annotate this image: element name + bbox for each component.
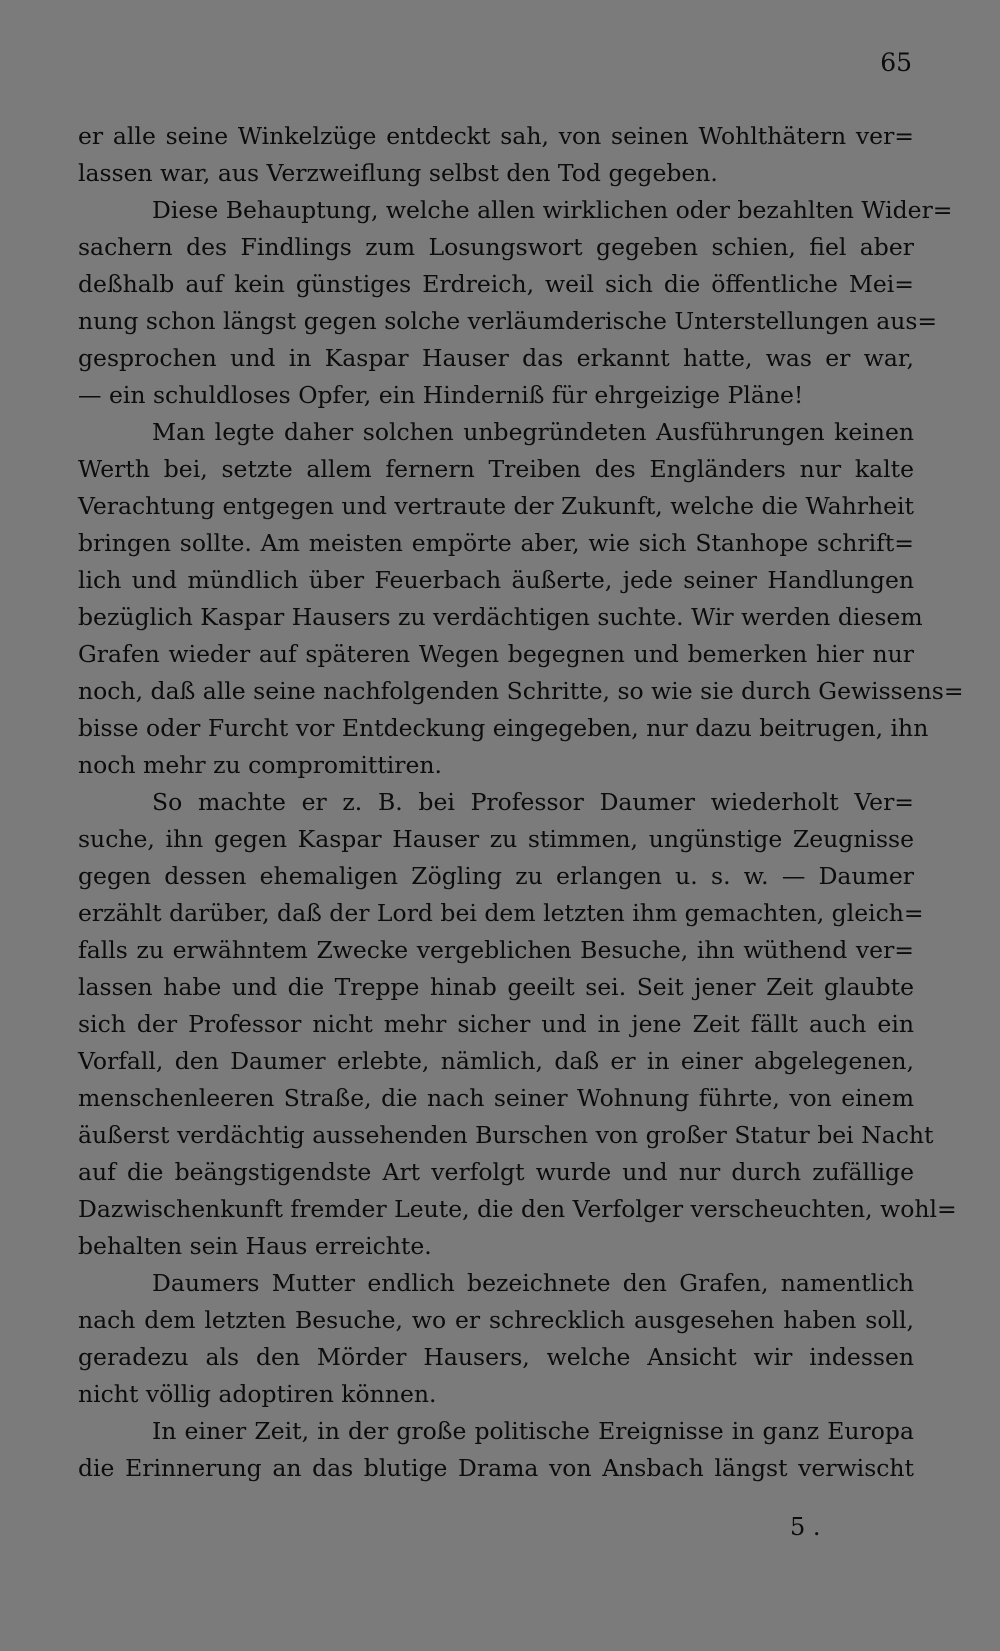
text-line: Vorfall, den Daumer erlebte, nämlich, daß er in einer abgelegenen, [78, 1047, 914, 1075]
text-line: Daumers Mutter endlich bezeichnete den Grafen, namentlich [152, 1269, 914, 1297]
text-line: Dazwischenkunft fremder Leute, die den Verfolger verscheuchten, wohl= [78, 1195, 957, 1223]
text-line: äußerst verdächtig aussehenden Burschen von großer Statur bei Nacht [78, 1121, 934, 1149]
text-line: sachern des Findlings zum Losungswort gegeben schien, fiel aber [78, 233, 914, 261]
text-line: menschenleeren Straße, die nach seiner Wohnung führte, von einem [78, 1084, 914, 1112]
text-line: lassen habe und die Treppe hinab geeilt sei. Seit jener Zeit glaubte [78, 973, 914, 1001]
text-line: Verachtung entgegen und vertraute der Zukunft, welche die Wahrheit [78, 492, 914, 520]
text-line: lassen war, aus Verzweiflung selbst den Tod gegeben. [78, 159, 718, 187]
text-line: — ein schuldloses Opfer, ein Hinderniß für ehrgeizige Pläne! [78, 381, 804, 409]
text-line: sich der Professor nicht mehr sicher und in jene Zeit fällt auch ein [78, 1010, 914, 1038]
text-line: gesprochen und in Kaspar Hauser das erkannt hatte, was er war, [78, 344, 914, 372]
text-line: bezüglich Kaspar Hausers zu verdächtigen suchte. Wir werden diesem [78, 603, 923, 631]
text-line: suche, ihn gegen Kaspar Hauser zu stimmen, ungünstige Zeugnisse [78, 825, 914, 853]
text-line: nicht völlig adoptiren können. [78, 1380, 437, 1408]
text-line: Diese Behauptung, welche allen wirklichen oder bezahlten Wider= [152, 196, 953, 224]
body-text [78, 118, 964, 1487]
text-line: Grafen wieder auf späteren Wegen begegnen und bemerken hier nur [78, 640, 914, 668]
text-line: Werth bei, setzte allem fernern Treiben des Engländers nur kalte [78, 455, 914, 483]
text-line: erzählt darüber, daß der Lord bei dem letzten ihm gemachten, gleich= [78, 899, 924, 927]
text-line: noch, daß alle seine nachfolgenden Schritte, so wie sie durch Gewissens= [78, 677, 964, 705]
text-line: Man legte daher solchen unbegründeten Ausführungen keinen [152, 418, 914, 446]
text-line: die Erinnerung an das blutige Drama von Ansbach längst verwischt [78, 1454, 914, 1482]
text-line: noch mehr zu compromittiren. [78, 751, 443, 779]
text-line: In einer Zeit, in der große politische Ereignisse in ganz Europa [152, 1417, 914, 1445]
text-line: lich und mündlich über Feuerbach äußerte, jede seiner Handlungen [78, 566, 914, 594]
text-line: So machte er z. B. bei Professor Daumer wiederholt Ver= [152, 788, 914, 816]
text-line: bringen sollte. Am meisten empörte aber, wie sich Stanhope schrift= [78, 529, 914, 557]
text-line: nung schon längst gegen solche verläumderische Unterstellungen aus= [78, 307, 938, 335]
page-number: 65 [880, 48, 912, 77]
text-line: bisse oder Furcht vor Entdeckung eingegeben, nur dazu beitrugen, ihn [78, 714, 929, 742]
text-line: deßhalb auf kein günstiges Erdreich, weil sich die öffentliche Mei= [78, 270, 914, 298]
text-line: er alle seine Winkelzüge entdeckt sah, von seinen Wohlthätern ver= [78, 122, 914, 150]
text-line: behalten sein Haus erreichte. [78, 1232, 432, 1260]
text-line: geradezu als den Mörder Hausers, welche Ansicht wir indessen [78, 1343, 914, 1371]
signature-mark: 5 . [790, 1513, 821, 1541]
text-line: auf die beängstigendste Art verfolgt wurde und nur durch zufällige [78, 1158, 914, 1186]
text-line: nach dem letzten Besuche, wo er schrecklich ausgesehen haben soll, [78, 1306, 914, 1334]
text-line: falls zu erwähntem Zwecke vergeblichen Besuche, ihn wüthend ver= [78, 936, 914, 964]
text-line: gegen dessen ehemaligen Zögling zu erlangen u. s. w. — Daumer [78, 862, 914, 890]
